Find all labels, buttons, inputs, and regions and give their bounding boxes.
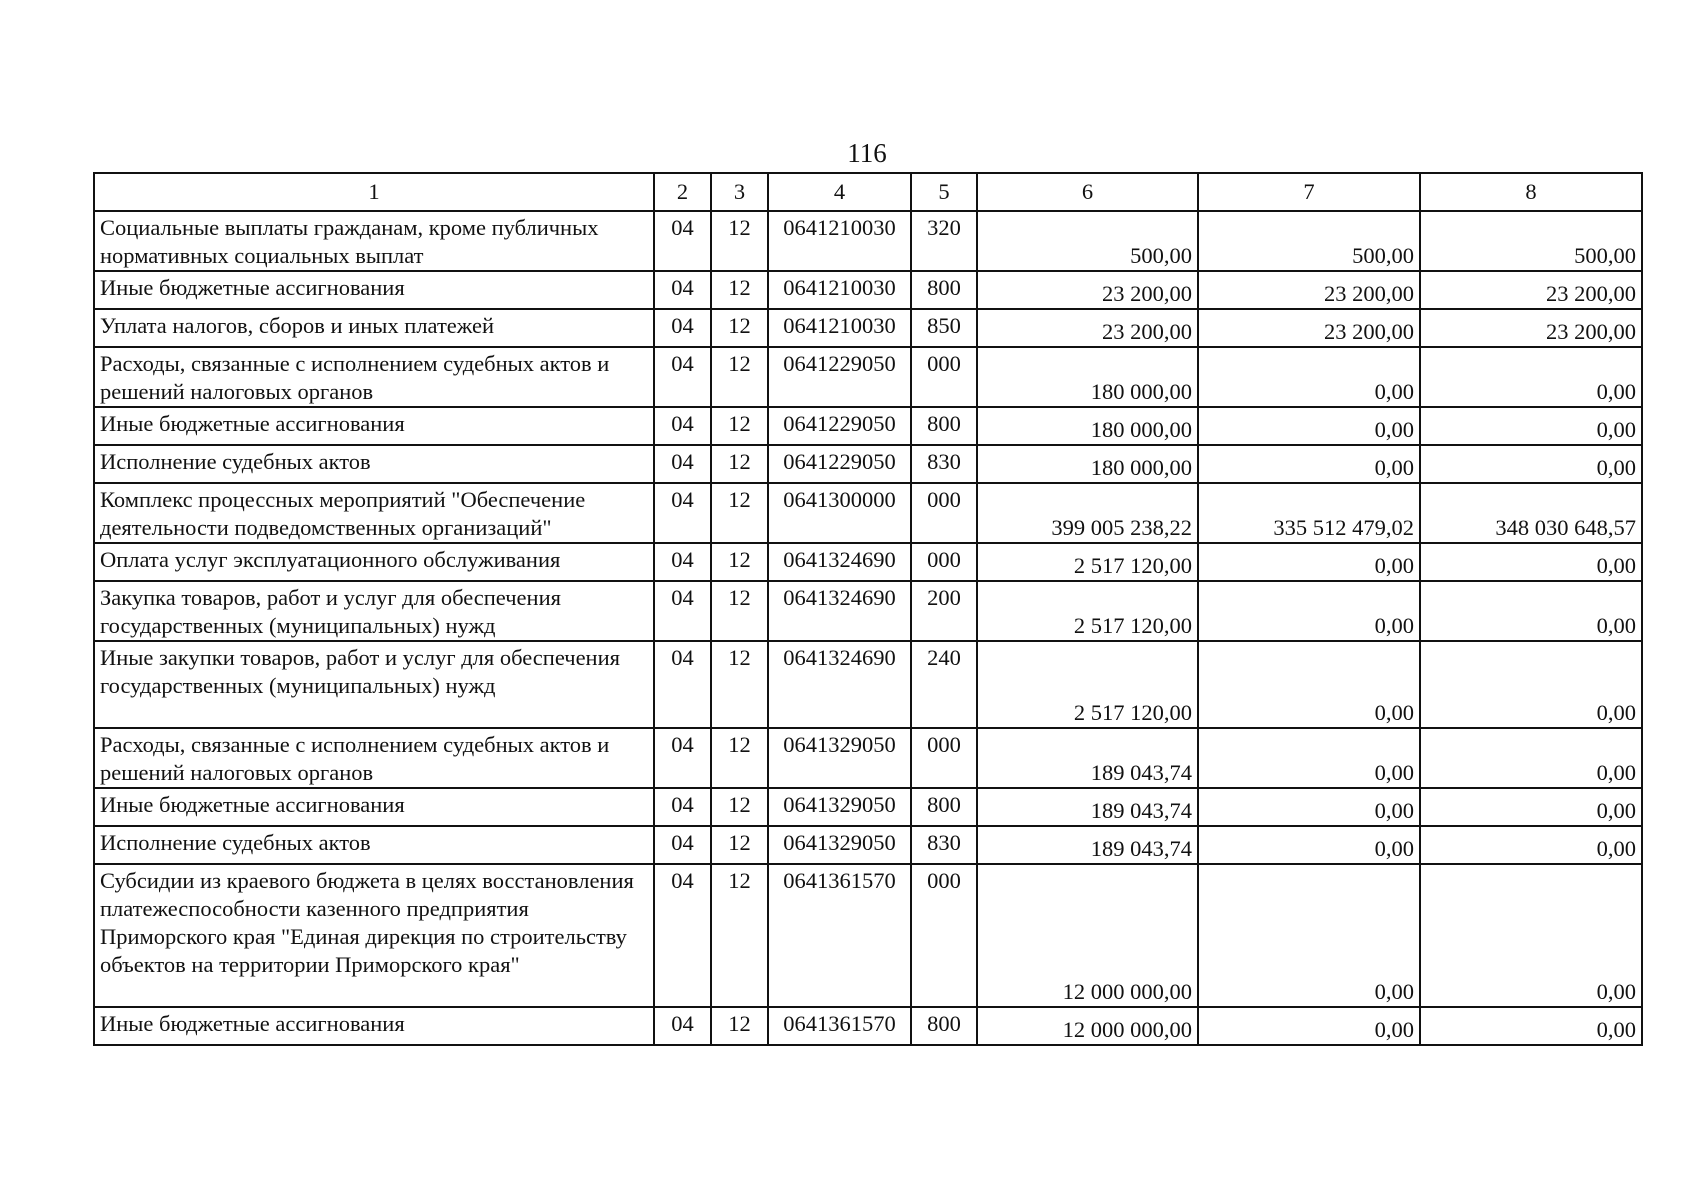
amount-column-6: 189 043,74 (977, 788, 1198, 826)
target-article-code: 0641361570 (768, 1007, 911, 1045)
amount-column-8: 500,00 (1420, 211, 1642, 271)
subsection-code: 12 (711, 347, 768, 407)
expense-type-code: 850 (911, 309, 977, 347)
amount-column-8: 0,00 (1420, 347, 1642, 407)
table-row (94, 309, 1642, 347)
subsection-code: 12 (711, 407, 768, 445)
table-row (94, 641, 1642, 728)
amount-column-6: 2 517 120,00 (977, 543, 1198, 581)
table-row (94, 445, 1642, 483)
expense-type-code: 800 (911, 788, 977, 826)
target-article-code: 0641324690 (768, 581, 911, 641)
table-row (94, 581, 1642, 641)
subsection-code: 12 (711, 826, 768, 864)
amount-column-6: 180 000,00 (977, 347, 1198, 407)
target-article-code: 0641210030 (768, 271, 911, 309)
target-article-code: 0641300000 (768, 483, 911, 543)
amount-column-7: 0,00 (1198, 407, 1420, 445)
expense-type-code: 240 (911, 641, 977, 728)
amount-column-7: 23 200,00 (1198, 271, 1420, 309)
amount-column-7: 0,00 (1198, 826, 1420, 864)
amount-column-8: 0,00 (1420, 641, 1642, 728)
expense-type-code: 800 (911, 407, 977, 445)
header-row (94, 173, 1642, 211)
amount-column-8: 0,00 (1420, 1007, 1642, 1045)
table-row (94, 211, 1642, 271)
column-header-3: 3 (711, 173, 768, 211)
target-article-code: 0641210030 (768, 309, 911, 347)
amount-column-8: 348 030 648,57 (1420, 483, 1642, 543)
amount-column-7: 0,00 (1198, 788, 1420, 826)
row-name: Оплата услуг эксплуатационного обслуживания (94, 543, 654, 581)
amount-column-7: 0,00 (1198, 581, 1420, 641)
section-code: 04 (654, 864, 711, 1007)
section-code: 04 (654, 347, 711, 407)
section-code: 04 (654, 271, 711, 309)
section-code: 04 (654, 543, 711, 581)
table-row (94, 483, 1642, 543)
expense-type-code: 830 (911, 445, 977, 483)
row-name: Иные бюджетные ассигнования (94, 788, 654, 826)
amount-column-6: 399 005 238,22 (977, 483, 1198, 543)
target-article-code: 0641329050 (768, 826, 911, 864)
table-row (94, 1007, 1642, 1045)
row-name: Иные бюджетные ассигнования (94, 271, 654, 309)
amount-column-6: 2 517 120,00 (977, 641, 1198, 728)
subsection-code: 12 (711, 581, 768, 641)
section-code: 04 (654, 309, 711, 347)
expense-type-code: 000 (911, 864, 977, 1007)
amount-column-7: 0,00 (1198, 728, 1420, 788)
table-row (94, 728, 1642, 788)
expense-type-code: 320 (911, 211, 977, 271)
row-name: Социальные выплаты гражданам, кроме публичных нормативных социальных выплат (94, 211, 654, 271)
amount-column-7: 500,00 (1198, 211, 1420, 271)
target-article-code: 0641210030 (768, 211, 911, 271)
amount-column-6: 2 517 120,00 (977, 581, 1198, 641)
expense-type-code: 000 (911, 543, 977, 581)
subsection-code: 12 (711, 211, 768, 271)
amount-column-6: 189 043,74 (977, 728, 1198, 788)
subsection-code: 12 (711, 309, 768, 347)
amount-column-7: 0,00 (1198, 347, 1420, 407)
amount-column-8: 0,00 (1420, 407, 1642, 445)
row-name: Исполнение судебных актов (94, 445, 654, 483)
amount-column-8: 0,00 (1420, 543, 1642, 581)
amount-column-8: 0,00 (1420, 864, 1642, 1007)
amount-column-8: 23 200,00 (1420, 271, 1642, 309)
section-code: 04 (654, 788, 711, 826)
amount-column-8: 23 200,00 (1420, 309, 1642, 347)
amount-column-7: 0,00 (1198, 864, 1420, 1007)
column-header-4: 4 (768, 173, 911, 211)
subsection-code: 12 (711, 788, 768, 826)
amount-column-7: 0,00 (1198, 445, 1420, 483)
expense-type-code: 800 (911, 1007, 977, 1045)
amount-column-8: 0,00 (1420, 728, 1642, 788)
expense-type-code: 830 (911, 826, 977, 864)
subsection-code: 12 (711, 728, 768, 788)
amount-column-7: 335 512 479,02 (1198, 483, 1420, 543)
amount-column-6: 500,00 (977, 211, 1198, 271)
expense-type-code: 000 (911, 347, 977, 407)
amount-column-8: 0,00 (1420, 788, 1642, 826)
amount-column-7: 0,00 (1198, 543, 1420, 581)
table-row (94, 788, 1642, 826)
section-code: 04 (654, 581, 711, 641)
target-article-code: 0641229050 (768, 445, 911, 483)
row-name: Исполнение судебных актов (94, 826, 654, 864)
expense-type-code: 000 (911, 728, 977, 788)
row-name: Иные закупки товаров, работ и услуг для обеспечения государственных (муниципальных) нужд (94, 641, 654, 728)
target-article-code: 0641229050 (768, 407, 911, 445)
column-header-5: 5 (911, 173, 977, 211)
table-row (94, 864, 1642, 1007)
target-article-code: 0641324690 (768, 543, 911, 581)
row-name: Субсидии из краевого бюджета в целях восстановления платежеспособности казенного предприятия Приморского края "Единая дирекция по строительству объектов на территории Приморского края" (94, 864, 654, 1007)
column-header-6: 6 (977, 173, 1198, 211)
section-code: 04 (654, 728, 711, 788)
section-code: 04 (654, 445, 711, 483)
amount-column-6: 180 000,00 (977, 445, 1198, 483)
section-code: 04 (654, 1007, 711, 1045)
amount-column-6: 23 200,00 (977, 271, 1198, 309)
table-row (94, 271, 1642, 309)
table-row (94, 543, 1642, 581)
table-row (94, 826, 1642, 864)
row-name: Иные бюджетные ассигнования (94, 407, 654, 445)
target-article-code: 0641324690 (768, 641, 911, 728)
expense-type-code: 800 (911, 271, 977, 309)
expense-type-code: 200 (911, 581, 977, 641)
row-name: Комплекс процессных мероприятий "Обеспечение деятельности подведомственных организаций" (94, 483, 654, 543)
target-article-code: 0641361570 (768, 864, 911, 1007)
section-code: 04 (654, 826, 711, 864)
column-header-2: 2 (654, 173, 711, 211)
section-code: 04 (654, 641, 711, 728)
subsection-code: 12 (711, 1007, 768, 1045)
section-code: 04 (654, 211, 711, 271)
amount-column-6: 12 000 000,00 (977, 1007, 1198, 1045)
amount-column-8: 0,00 (1420, 445, 1642, 483)
amount-column-8: 0,00 (1420, 826, 1642, 864)
subsection-code: 12 (711, 543, 768, 581)
amount-column-6: 23 200,00 (977, 309, 1198, 347)
row-name: Закупка товаров, работ и услуг для обеспечения государственных (муниципальных) нужд (94, 581, 654, 641)
target-article-code: 0641329050 (768, 728, 911, 788)
amount-column-6: 12 000 000,00 (977, 864, 1198, 1007)
column-header-8: 8 (1420, 173, 1642, 211)
amount-column-7: 23 200,00 (1198, 309, 1420, 347)
subsection-code: 12 (711, 445, 768, 483)
row-name: Иные бюджетные ассигнования (94, 1007, 654, 1045)
subsection-code: 12 (711, 271, 768, 309)
target-article-code: 0641229050 (768, 347, 911, 407)
budget-table (93, 172, 1643, 1046)
target-article-code: 0641329050 (768, 788, 911, 826)
amount-column-6: 189 043,74 (977, 826, 1198, 864)
table-row (94, 407, 1642, 445)
amount-column-8: 0,00 (1420, 581, 1642, 641)
row-name: Расходы, связанные с исполнением судебных актов и решений налоговых органов (94, 728, 654, 788)
table-row (94, 347, 1642, 407)
amount-column-7: 0,00 (1198, 1007, 1420, 1045)
subsection-code: 12 (711, 483, 768, 543)
expense-type-code: 000 (911, 483, 977, 543)
section-code: 04 (654, 407, 711, 445)
column-header-7: 7 (1198, 173, 1420, 211)
page-number: 116 (847, 138, 887, 168)
subsection-code: 12 (711, 864, 768, 1007)
row-name: Уплата налогов, сборов и иных платежей (94, 309, 654, 347)
section-code: 04 (654, 483, 711, 543)
row-name: Расходы, связанные с исполнением судебных актов и решений налоговых органов (94, 347, 654, 407)
column-header-1: 1 (94, 173, 654, 211)
amount-column-6: 180 000,00 (977, 407, 1198, 445)
subsection-code: 12 (711, 641, 768, 728)
amount-column-7: 0,00 (1198, 641, 1420, 728)
